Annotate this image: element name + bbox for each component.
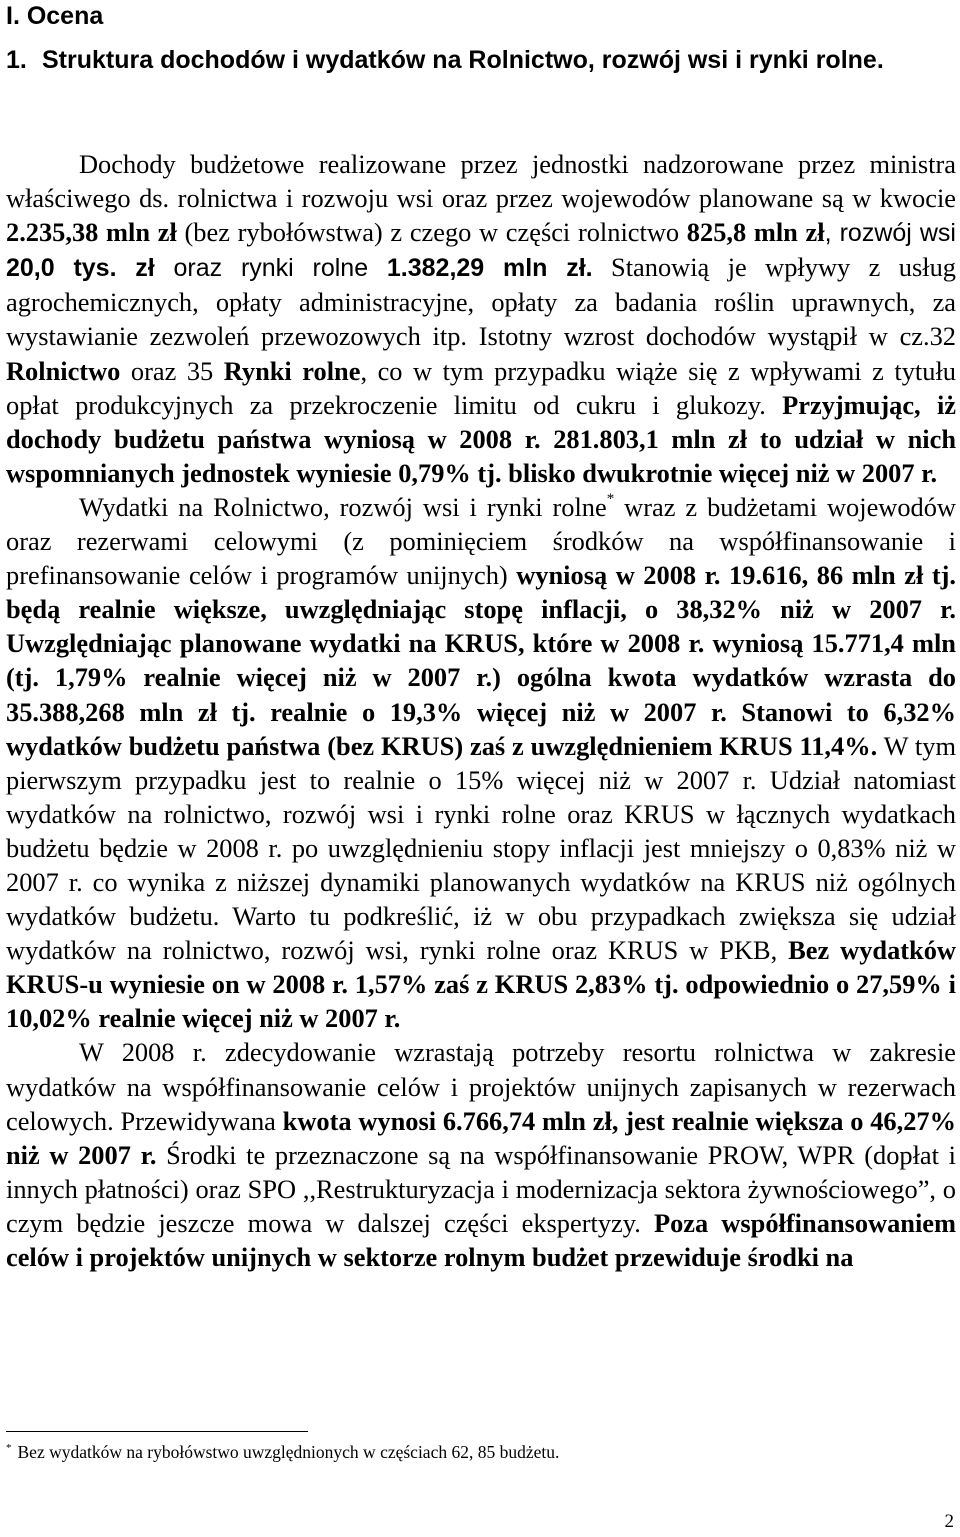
paragraph-cofinancing (6, 1035, 956, 1274)
bold-span: kwota wynosi 6.766,74 mln zł, jest realnie większa o 46,27% niż w 2007 r. (6, 1105, 957, 1170)
subsection-number: 1. (6, 46, 27, 74)
bold-span: 2.235,38 mln zł (6, 217, 177, 248)
bold-span: Bez wydatków KRUS-u wyniesie on w 2008 r. 1,57% zaś z KRUS 2,83% tj. odpowiednio o 27,59% i 10,02% realnie więcej niż w 2007 r. (6, 935, 956, 1034)
text-span: Stanowią je wpływy z usług agrochemicznych, opłaty administracyjne, opłaty za badania roślin uprawnych, za wystawianie zezwoleń przewozowych itp. Istotny wzrost dochodów wystąpił w cz.32 (6, 252, 956, 352)
bold-span: Przyjmując, iż dochody budżetu państwa wyniosą w 2008 r. 281.803,1 mln zł to udział w nich wspomnianych jednostek wyniesie 0,79% tj. blisko dwukrotnie więcej niż w 2007 r. (6, 389, 956, 488)
text-span: Środki te przeznaczone są na współfinansowanie PROW, WPR (dopłat i innych płatności) oraz SPO ,,Restrukturyzacja i modernizacja sektora żywnościowego”, o czym będzie jeszcze mowa w dalszej części ekspertyzy. (6, 1139, 956, 1238)
text-span: Dochody budżetowe realizowane przez jednostki nadzorowane przez ministra właściwego ds. rolnictwa i rozwoju wsi oraz przez wojewodów planowane są w kwocie (6, 149, 956, 214)
text-span: W 2008 r. zdecydowanie wzrastają potrzeby resortu rolnictwa w zakresie wydatków na współfinansowanie celów i projektów unijnych zapisanych w rezerwach celowych. Przewidywana (6, 1037, 956, 1136)
text-span: (bez rybołówstwa) z czego w części rolnictwo (176, 217, 687, 248)
page-number: 2 (944, 1511, 954, 1532)
text-span: W tym pierwszym przypadku jest to realnie o 15% więcej niż w 2007 r. Udział natomiast wydatków na rolnictwo, rozwój wsi i rynki rolne oraz KRUS w łącznych wydatkach budżetu będzie w 2008 r. po uwzględnieniu stopy inflacji jest mniejszy o 0,83% niż w 2007 r. co wynika z niższej dynamiki planowanych wydatków na KRUS niż ogólnych wydatków budżetu. Warto tu podkreślić, iż w obu przypadkach zwiększa się udział wydatków na rolnictwo, rozwój wsi, rynki rolne oraz KRUS w PKB, (6, 730, 956, 966)
section-heading: I. Ocena (6, 2, 104, 30)
bold-span: Poza współfinansowaniem celów i projektów unijnych w sektorze rolnym budżet przewiduje środki na (6, 1207, 956, 1272)
text-span: Wydatki na Rolnictwo, rozwój wsi i rynki rolne (79, 491, 607, 522)
footnote-divider (6, 1431, 308, 1432)
footnote-mark: * (6, 1442, 12, 1454)
text-span: oraz 35 (120, 355, 224, 386)
bold-span: Rynki rolne (223, 355, 361, 386)
text-span: , co w tym przypadku wiąże się z wpływami z tytułu opłat produkcyjnych za przekroczenie limitu od cukru i glukozy. (6, 355, 956, 420)
text-span: , rozwój wsi (824, 219, 956, 248)
bold-span: wyniosą w 2008 r. 19.616, 86 mln zł tj. będą realnie większe, uwzględniając stopę inflacji, o 38,32% niż w 2007 r. Uwzględniając planowane wydatki na KRUS, które w 2008 r. wyniosą 15.771,4 mln (tj. 1,79% realnie więcej niż w 2007 r.) ogólna kwota wydatków wzrasta do 35.388,268 mln zł tj. realnie o 19,3% więcej niż w 2007 r. Stanowi to 6,32% wydatków budżetu państwa (bez KRUS) zaś z uwzględnieniem KRUS 11,4%. (6, 560, 956, 761)
footnote (6, 1441, 559, 1463)
paragraph-revenues (6, 147, 956, 490)
text-span: wraz z budżetami wojewodów oraz rezerwami celowymi (z pominięciem środków na współfinansowanie i prefinansowanie celów i programów unijnych) (6, 491, 956, 591)
footnote-text: Bez wydatków na rybołówstwo uwzględnionych w częściach 62, 85 budżetu. (17, 1442, 560, 1462)
text-span: oraz rynki rolne (154, 254, 387, 283)
bold-span: Rolnictwo (6, 355, 121, 386)
bold-span: 20,0 tys. zł (6, 254, 155, 283)
paragraph-expenditures (6, 490, 956, 1036)
subsection-heading (6, 46, 884, 74)
bold-span: 825,8 mln zł (686, 217, 825, 248)
bold-span: 1.382,29 mln zł. (386, 254, 593, 283)
footnote-reference: * (606, 490, 615, 507)
subsection-title: Struktura dochodów i wydatków na Rolnictwo, rozwój wsi i rynki rolne. (42, 46, 884, 74)
body-text (6, 147, 956, 1274)
